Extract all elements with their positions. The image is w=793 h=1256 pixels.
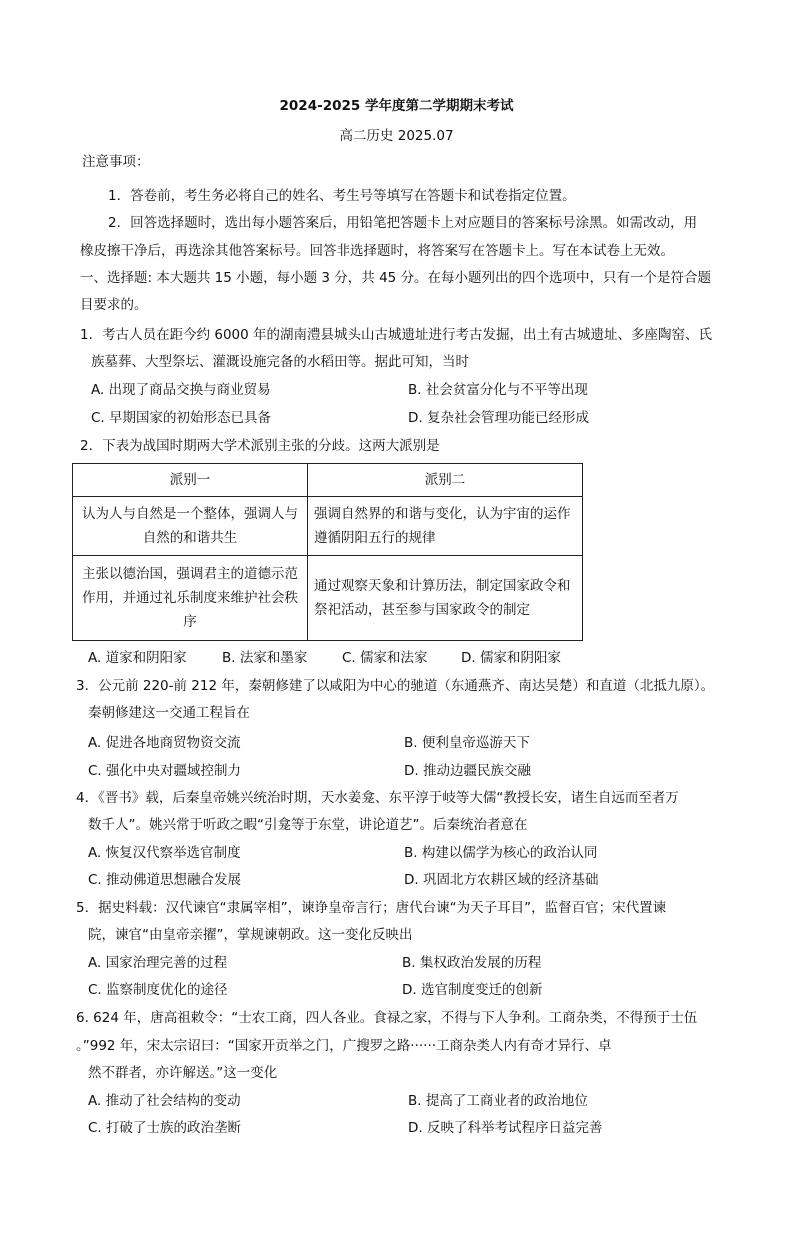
q4-stem-line2: 数千人”。姚兴常于听政之暇“引龛等于东堂，讲论道艺”。后秦统治者意在 (88, 817, 528, 833)
q6-option-c: C. 打破了士族的政治垄断 (88, 1120, 242, 1136)
q5-option-d: D. 选官制度变迁的创新 (402, 982, 543, 998)
q1-option-a: A. 出现了商品交换与商业贸易 (91, 382, 271, 398)
q3-stem-line1: 3．公元前 220-前 212 年，秦朝修建了以咸阳为中心的驰道（东通燕齐、南达吴楚）和直道（北抵九原）。 (76, 678, 715, 694)
exam-title: 2024-2025 学年度第二学期期末考试 (279, 98, 514, 114)
table-row (73, 497, 583, 556)
q1-option-c: C. 早期国家的初始形态已具备 (91, 410, 272, 426)
q6-option-b: B. 提高了工商业者的政治地位 (408, 1093, 588, 1109)
q6-stem-line2: 。”992 年，宋太宗诏曰：“国家开贡举之门，广搜罗之路······工商杂类人内有奇才异行、卓 (76, 1038, 612, 1054)
q1-option-b: B. 社会贫富分化与不平等出现 (408, 382, 588, 398)
q2-stem: 2．下表为战国时期两大学术派别主张的分歧。这两大派别是 (80, 438, 440, 454)
q3-option-c: C. 强化中央对疆域控制力 (88, 763, 242, 779)
q5-option-a: A. 国家治理完善的过程 (88, 955, 228, 971)
q4-option-b: B. 构建以儒学为核心的政治认同 (404, 845, 598, 861)
q3-option-b: B. 便利皇帝巡游天下 (404, 735, 530, 751)
q2-option-a: A. 道家和阴阳家 (88, 650, 187, 666)
q6-option-a: A. 推动了社会结构的变动 (88, 1093, 241, 1109)
q4-option-a: A. 恢复汉代察举选官制度 (88, 845, 241, 861)
q5-stem-line2: 院，谏官“由皇帝亲擢”，掌规谏朝政。这一变化反映出 (88, 927, 413, 943)
q2-comparison-table (72, 463, 583, 641)
q4-option-d: D. 巩固北方农耕区域的经济基础 (404, 872, 599, 888)
section-heading-line1: 一、选择题: 本大题共 15 小题，每小题 3 分，共 45 分。在每小题列出的四个选项中，只有一个是符合题 (80, 270, 712, 286)
table-row (73, 556, 583, 641)
q5-stem-line1: 5．据史料载：汉代谏官“隶属宰相”，谏诤皇帝言行；唐代台谏“为天子耳目”，监督百官；宋代置谏 (76, 900, 667, 916)
q1-option-d: D. 复杂社会管理功能已经形成 (408, 410, 589, 426)
q2-option-c: C. 儒家和法家 (342, 650, 428, 666)
q5-option-c: C. 监察制度优化的途径 (88, 982, 228, 998)
q3-option-d: D. 推动边疆民族交融 (404, 763, 531, 779)
table-cell: 认为人与自然是一个整体，强调人与自然的和谐共生 (73, 497, 308, 556)
notes-heading: 注意事项： (82, 154, 150, 170)
q6-option-d: D. 反映了科举考试程序日益完善 (408, 1120, 603, 1136)
exam-subtitle: 高二历史 2025.07 (339, 128, 454, 144)
q3-stem-line2: 秦朝修建这一交通工程旨在 (88, 705, 250, 721)
q6-stem-line1: 6. 624 年，唐高祖敕令：“士农工商，四人各业。食禄之家，不得与下人争利。工商杂类，不得预于士伍 (76, 1010, 698, 1026)
q3-option-a: A. 促进各地商贸物资交流 (88, 735, 241, 751)
q1-stem-line1: 1．考古人员在距今约 6000 年的湖南澧县城头山古城遗址进行考古发掘，出土有古城遗址、多座陶窑、氏 (80, 327, 713, 343)
q4-stem-line1: 4．《晋书》载，后秦皇帝姚兴统治时期，天水姜龛、东平淳于岐等大儒“教授长安，诸生自远而至者万 (76, 790, 679, 806)
note-2-line1: 2．回答选择题时，选出每小题答案后，用铅笔把答题卡上对应题目的答案标号涂黑。如需改动，用 (108, 215, 698, 231)
table-header-school-2: 派别二 (308, 464, 583, 497)
q2-option-b: B. 法家和墨家 (222, 650, 308, 666)
note-1: 1．答卷前，考生务必将自己的姓名、考生号等填写在答题卡和试卷指定位置。 (108, 188, 576, 204)
q2-option-d: D. 儒家和阴阳家 (461, 650, 561, 666)
table-cell: 主张以德治国，强调君主的道德示范作用，并通过礼乐制度来维护社会秩序 (73, 556, 308, 641)
q4-option-c: C. 推动佛道思想融合发展 (88, 872, 242, 888)
table-header-row (73, 464, 583, 497)
table-cell: 强调自然界的和谐与变化，认为宇宙的运作遵循阴阳五行的规律 (308, 497, 583, 556)
section-heading-line2: 目要求的。 (80, 297, 148, 313)
table-header-school-1: 派别一 (73, 464, 308, 497)
q6-stem-line3: 然不群者，亦许解送。”这一变化 (88, 1065, 278, 1081)
q1-stem-line2: 族墓葬、大型祭坛、灌溉设施完备的水稻田等。据此可知，当时 (91, 354, 469, 370)
table-cell: 通过观察天象和计算历法，制定国家政令和祭祀活动，甚至参与国家政令的制定 (308, 556, 583, 641)
q5-option-b: B. 集权政治发展的历程 (402, 955, 542, 971)
note-2-line2: 橡皮擦干净后，再选涂其他答案标号。回答非选择题时，将答案写在答题卡上。写在本试卷上无效。 (80, 243, 674, 259)
